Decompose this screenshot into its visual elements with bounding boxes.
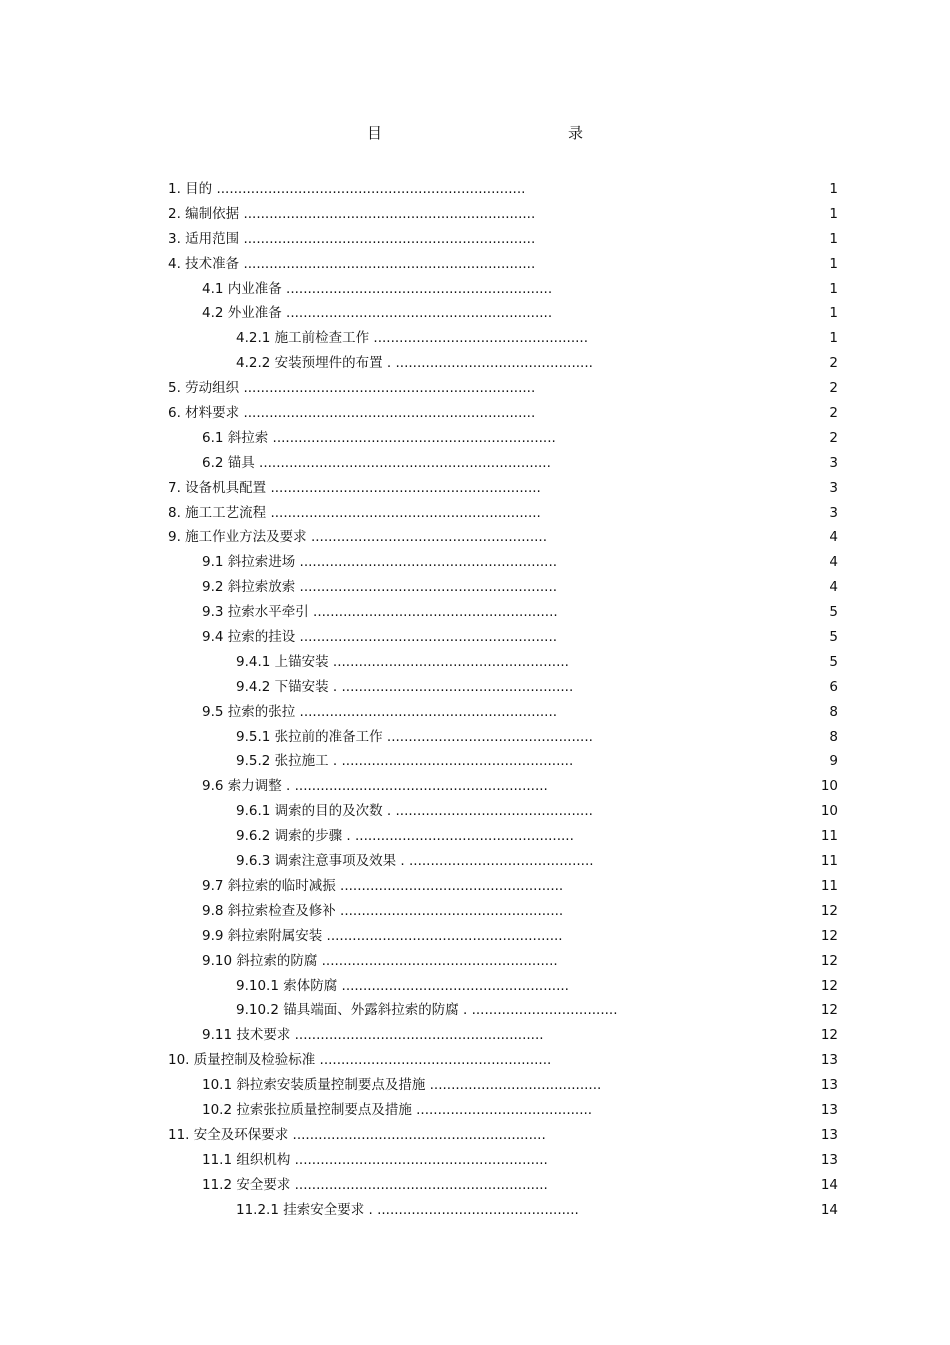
toc-entry-label: 9.5.2 张拉施工 . ...................................................... bbox=[236, 753, 574, 770]
toc-entry[interactable] bbox=[0, 376, 950, 401]
toc-entry[interactable] bbox=[0, 725, 950, 750]
toc-entry-label: 11. 安全及环保要求 ........................................................... bbox=[168, 1126, 546, 1143]
toc-page-number: 4 bbox=[829, 579, 838, 596]
toc-entry[interactable] bbox=[0, 1123, 950, 1148]
toc-page-number: 2 bbox=[829, 405, 838, 422]
toc-entry-label: 10. 质量控制及检验标准 ...................................................... bbox=[168, 1052, 552, 1069]
toc-entry[interactable] bbox=[0, 625, 950, 650]
toc-entry-label: 6.2 锚具 .................................................................... bbox=[202, 454, 551, 471]
toc-entry-label: 9.6.1 调索的目的及次数 . .............................................. bbox=[236, 803, 593, 820]
toc-entry-label: 9.6.3 调索注意事项及效果 . ........................................... bbox=[236, 853, 594, 870]
toc-page-number: 8 bbox=[829, 728, 838, 745]
toc-entry[interactable] bbox=[0, 575, 950, 600]
toc-page-number: 3 bbox=[829, 454, 838, 471]
toc-entry[interactable] bbox=[0, 874, 950, 899]
toc-page-number: 12 bbox=[820, 952, 838, 969]
toc-entry-label: 10.2 拉索张拉质量控制要点及措施 ......................................... bbox=[202, 1101, 593, 1118]
toc-page-number: 11 bbox=[820, 853, 838, 870]
toc-entry[interactable] bbox=[0, 1023, 950, 1048]
toc-entry[interactable] bbox=[0, 1148, 950, 1173]
toc-entry[interactable] bbox=[0, 949, 950, 974]
toc-entry[interactable] bbox=[0, 550, 950, 575]
toc-entry[interactable] bbox=[0, 252, 950, 277]
toc-entry[interactable] bbox=[0, 824, 950, 849]
toc-entry[interactable] bbox=[0, 476, 950, 501]
toc-page-number: 12 bbox=[820, 977, 838, 994]
toc-entry[interactable] bbox=[0, 650, 950, 675]
toc-page-number: 10 bbox=[820, 778, 838, 795]
toc-page-number: 1 bbox=[829, 280, 838, 297]
toc-page-number: 5 bbox=[829, 653, 838, 670]
toc-entry-label: 4.2.1 施工前检查工作 .................................................. bbox=[236, 330, 588, 347]
toc-entry[interactable] bbox=[0, 177, 950, 202]
toc-entry[interactable] bbox=[0, 849, 950, 874]
toc-entry-label: 4. 技术准备 .................................................................... bbox=[168, 255, 536, 272]
toc-entry[interactable] bbox=[0, 974, 950, 999]
toc-entry-label: 9.2 斜拉索放索 ............................................................ bbox=[202, 579, 558, 596]
toc-entry-label: 4.1 内业准备 .............................................................. bbox=[202, 280, 553, 297]
toc-page-number: 12 bbox=[820, 927, 838, 944]
toc-entry[interactable] bbox=[0, 426, 950, 451]
toc-page-number: 14 bbox=[820, 1201, 838, 1218]
toc-entry-label: 10.1 斜拉索安装质量控制要点及措施 ........................................ bbox=[202, 1077, 602, 1094]
toc-entry[interactable] bbox=[0, 351, 950, 376]
toc-entry[interactable] bbox=[0, 326, 950, 351]
toc-entry[interactable] bbox=[0, 277, 950, 302]
toc-entry-label: 9.9 斜拉索附属安装 ....................................................... bbox=[202, 927, 563, 944]
toc-entry[interactable] bbox=[0, 1098, 950, 1123]
toc-entry[interactable] bbox=[0, 1198, 950, 1223]
toc-entry-label: 9.8 斜拉索检查及修补 .................................................... bbox=[202, 902, 564, 919]
toc-page-number: 1 bbox=[829, 305, 838, 322]
toc-entry[interactable] bbox=[0, 700, 950, 725]
toc-entry-label: 9.11 技术要求 .......................................................... bbox=[202, 1027, 544, 1044]
toc-page-number: 13 bbox=[820, 1077, 838, 1094]
toc-entry-label: 9.6 索力调整 . ........................................................... bbox=[202, 778, 548, 795]
toc-entry-label: 7. 设备机具配置 ............................................................... bbox=[168, 479, 541, 496]
toc-entry[interactable] bbox=[0, 202, 950, 227]
toc-page-number: 2 bbox=[829, 380, 838, 397]
toc-entry-label: 9.10.1 索体防腐 ..................................................... bbox=[236, 977, 569, 994]
toc-page-number: 11 bbox=[820, 877, 838, 894]
toc-entry[interactable] bbox=[0, 600, 950, 625]
toc-page-number: 12 bbox=[820, 902, 838, 919]
toc-entry-label: 6. 材料要求 .................................................................... bbox=[168, 405, 536, 422]
toc-page-number: 5 bbox=[829, 604, 838, 621]
toc-entry-label: 5. 劳动组织 .................................................................... bbox=[168, 380, 536, 397]
toc-page-number: 4 bbox=[829, 529, 838, 546]
toc-page-number: 13 bbox=[820, 1126, 838, 1143]
toc-entry[interactable] bbox=[0, 749, 950, 774]
toc-entry-label: 8. 施工工艺流程 ............................................................... bbox=[168, 504, 541, 521]
toc-entry[interactable] bbox=[0, 774, 950, 799]
toc-entry[interactable] bbox=[0, 1173, 950, 1198]
toc-entry-label: 3. 适用范围 .................................................................... bbox=[168, 230, 536, 247]
toc-entry[interactable] bbox=[0, 501, 950, 526]
toc-entry[interactable] bbox=[0, 1048, 950, 1073]
toc-entry[interactable] bbox=[0, 998, 950, 1023]
toc-entry-label: 11.2.1 挂索安全要求 . ............................................... bbox=[236, 1201, 579, 1218]
toc-page-number: 11 bbox=[820, 828, 838, 845]
toc-entry-label: 11.1 组织机构 ........................................................... bbox=[202, 1151, 548, 1168]
toc-entry-label: 9.4.2 下锚安装 . ...................................................... bbox=[236, 678, 574, 695]
toc-page-number: 14 bbox=[820, 1176, 838, 1193]
toc-entry-label: 9.4 拉索的挂设 ............................................................ bbox=[202, 629, 558, 646]
toc-entry[interactable] bbox=[0, 799, 950, 824]
toc-page-number: 6 bbox=[829, 678, 838, 695]
toc-page-number: 1 bbox=[829, 205, 838, 222]
toc-entry-label: 9. 施工作业方法及要求 ....................................................... bbox=[168, 529, 547, 546]
toc-page-number: 1 bbox=[829, 330, 838, 347]
table-of-contents bbox=[0, 177, 950, 1222]
toc-page-number: 8 bbox=[829, 703, 838, 720]
toc-page-number: 1 bbox=[829, 230, 838, 247]
toc-page-number: 9 bbox=[829, 753, 838, 770]
toc-entry[interactable] bbox=[0, 451, 950, 476]
toc-entry[interactable] bbox=[0, 675, 950, 700]
toc-entry-label: 9.10.2 锚具端面、外露斜拉索的防腐 . .................................. bbox=[236, 1002, 618, 1019]
toc-page-number: 3 bbox=[829, 479, 838, 496]
toc-page-number: 13 bbox=[820, 1151, 838, 1168]
toc-entry[interactable] bbox=[0, 525, 950, 550]
page-title: 目 录 bbox=[366, 124, 635, 142]
toc-page-number: 1 bbox=[829, 255, 838, 272]
toc-entry-label: 9.6.2 调索的步骤 . ................................................... bbox=[236, 828, 574, 845]
toc-page-number: 13 bbox=[820, 1101, 838, 1118]
toc-entry-label: 1. 目的 ........................................................................ bbox=[168, 181, 526, 197]
toc-page-number: 3 bbox=[829, 504, 838, 521]
toc-page-number: 2 bbox=[829, 429, 838, 446]
toc-entry[interactable] bbox=[0, 401, 950, 426]
toc-entry-label: 9.3 拉索水平牵引 ......................................................... bbox=[202, 604, 558, 621]
toc-entry[interactable] bbox=[0, 924, 950, 949]
toc-page-number: 4 bbox=[829, 554, 838, 571]
toc-page-number: 12 bbox=[820, 1002, 838, 1019]
toc-page-number: 2 bbox=[829, 355, 838, 372]
toc-entry[interactable] bbox=[0, 301, 950, 326]
toc-entry-label: 9.1 斜拉索进场 ............................................................ bbox=[202, 554, 558, 571]
toc-entry-label: 9.4.1 上锚安装 ....................................................... bbox=[236, 653, 569, 670]
toc-page-number: 5 bbox=[829, 629, 838, 646]
toc-page-number: 1 bbox=[829, 181, 838, 197]
toc-entry-label: 2. 编制依据 .................................................................... bbox=[168, 205, 536, 222]
toc-entry-label: 4.2 外业准备 .............................................................. bbox=[202, 305, 553, 322]
toc-entry-label: 11.2 安全要求 ........................................................... bbox=[202, 1176, 548, 1193]
toc-page-number: 13 bbox=[820, 1052, 838, 1069]
toc-page-number: 10 bbox=[820, 803, 838, 820]
toc-page-number: 12 bbox=[820, 1027, 838, 1044]
toc-entry-label: 9.10 斜拉索的防腐 ....................................................... bbox=[202, 952, 558, 969]
toc-entry-label: 6.1 斜拉索 .................................................................. bbox=[202, 429, 556, 446]
toc-entry-label: 9.5 拉索的张拉 ............................................................ bbox=[202, 703, 558, 720]
toc-entry[interactable] bbox=[0, 899, 950, 924]
toc-entry[interactable] bbox=[0, 1073, 950, 1098]
toc-entry-label: 4.2.2 安装预埋件的布置 . .............................................. bbox=[236, 355, 593, 372]
toc-entry[interactable] bbox=[0, 227, 950, 252]
toc-entry-label: 9.5.1 张拉前的准备工作 ................................................ bbox=[236, 728, 593, 745]
toc-entry-label: 9.7 斜拉索的临时减振 .................................................... bbox=[202, 877, 564, 894]
